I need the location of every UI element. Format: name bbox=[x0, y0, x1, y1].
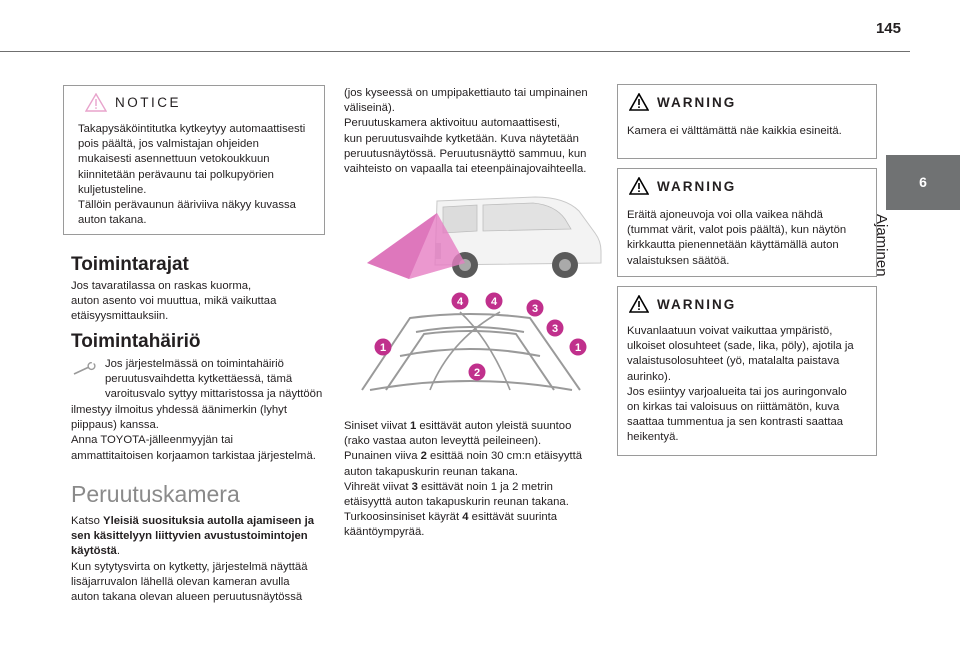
text-line: peruutusnäytössä. Peruutusnäyttö sammuu, kun bbox=[344, 147, 587, 160]
limits-body bbox=[71, 279, 331, 325]
text-line: Peruutuskamera aktivoituu automaattisesti, bbox=[344, 117, 561, 130]
text-line: etäisyysmittauksiin. bbox=[71, 310, 169, 323]
warning-box bbox=[617, 84, 877, 159]
warning-icon bbox=[629, 93, 649, 111]
warning-body bbox=[627, 324, 875, 446]
text-line: varoitusvalo syttyy mittaristossa ja näyttöön bbox=[105, 388, 323, 401]
text-line: mukaisesti asennettuun vetokoukkuun bbox=[78, 153, 270, 166]
van-camera-illustration bbox=[365, 193, 605, 285]
text-line: saattaa tummentua ja sen kontrasti saattaa bbox=[627, 416, 844, 429]
warning-box bbox=[617, 168, 877, 277]
text-line: aurinko). bbox=[627, 370, 671, 383]
chapter-title bbox=[873, 214, 912, 294]
text-line: Jos tavaratilassa on raskas kuorma, bbox=[71, 280, 252, 292]
guide-label-text: 1 bbox=[379, 342, 387, 354]
text-line: peruutusvaihdetta kytkettäessä, tämä bbox=[105, 373, 293, 386]
chapter-title-text: Ajaminen bbox=[873, 214, 890, 277]
guide-label-4 bbox=[485, 292, 503, 310]
guidelines-caption bbox=[344, 419, 608, 541]
text-line: Kamera ei välttämättä näe kaikkia esineitä. bbox=[627, 125, 842, 137]
camera-see-link: Yleisiä suosituksia autolla ajamiseen ja bbox=[103, 515, 315, 527]
text-line: Jos järjestelmässä on toimintahäiriö bbox=[105, 358, 284, 370]
notice-header bbox=[85, 93, 181, 112]
guide-label-3 bbox=[546, 319, 564, 337]
text-line: on kirkas tai valoisuus on riittämätön, kuva bbox=[627, 401, 840, 414]
text-line: kun peruutusvaihde kytketään. Kuva näytetään bbox=[344, 132, 579, 145]
guide-label-1 bbox=[569, 338, 587, 356]
guide-label-text: 1 bbox=[574, 342, 582, 354]
caption-text: esittävät noin 1 ja 2 metrin bbox=[417, 480, 553, 493]
warning-box bbox=[617, 286, 877, 456]
text-line: Takapysäköintitutka kytkeytyy automaattisesti bbox=[78, 123, 306, 135]
caption-text: etäisyyttä auton takapuskurin reunan takana. bbox=[344, 496, 569, 509]
parking-guidelines-diagram bbox=[340, 290, 600, 410]
camera-see-link: sen käsittelyyn liittyvien avustustoimintojen bbox=[71, 530, 308, 543]
text-line: ilmestyy ilmoitus yhdessä äänimerkin (lyhyt bbox=[71, 404, 287, 416]
text-line: ulkoiset olosuhteet (sade, lika, pöly), ajotila ja bbox=[627, 340, 854, 353]
wrench-icon bbox=[72, 362, 98, 376]
text-line: kiinnitetään perävaunu tai polkupyörien bbox=[78, 168, 274, 181]
caption-text: Punainen viiva bbox=[344, 450, 421, 463]
text-line: piippaus) kanssa. bbox=[71, 419, 159, 432]
guide-label-4 bbox=[451, 292, 469, 310]
caption-text: esittävät suurinta bbox=[468, 511, 558, 524]
guide-label-3 bbox=[526, 299, 544, 317]
caption-number: 3 bbox=[411, 480, 418, 493]
text-line: Jos esiintyy varjoalueita tai jos auringonvalo bbox=[627, 385, 847, 398]
text-line: Kuvanlaatuun voivat vaikuttaa ympäristö, bbox=[627, 325, 833, 337]
caption-number: 4 bbox=[462, 511, 469, 524]
caption-number: 1 bbox=[409, 420, 417, 432]
text-line: kuljetusteline. bbox=[78, 183, 147, 196]
text-line: kirkkautta pienennetään käyttämällä auton bbox=[627, 239, 839, 252]
camera-see-link: käytöstä bbox=[71, 545, 117, 558]
caption-text: kääntöympyrää. bbox=[344, 526, 425, 539]
text-line: ammattitaitoisen korjaamon tarkistaa järjestelmä. bbox=[71, 449, 316, 462]
guide-label-text: 4 bbox=[456, 296, 464, 308]
guide-label-text: 2 bbox=[473, 367, 481, 379]
limits-heading: Toimintarajat bbox=[71, 254, 189, 275]
guide-label-text: 4 bbox=[490, 296, 498, 308]
text-line: (jos kyseessä on umpipakettiauto tai umpinainen bbox=[344, 87, 588, 99]
caption-text: esittävät auton yleistä suuntoo bbox=[416, 420, 572, 432]
camera-see-prefix: Katso bbox=[71, 515, 104, 527]
text-line: heikentyä. bbox=[627, 431, 679, 444]
text-line: Anna TOYOTA-jälleenmyyjän tai bbox=[71, 434, 233, 447]
warning-body bbox=[627, 124, 872, 139]
camera-heading: Peruutuskamera bbox=[71, 481, 240, 507]
caption-text: Siniset viivat bbox=[344, 420, 410, 432]
caption-text: Turkoosinsiniset käyrät bbox=[344, 511, 463, 524]
camera-body bbox=[71, 514, 335, 605]
caption-number: 2 bbox=[420, 450, 427, 463]
header-divider bbox=[0, 51, 910, 52]
camera-continued bbox=[344, 86, 608, 177]
malfunction-heading: Toimintahäiriö bbox=[71, 331, 201, 352]
text-line: valaistuksen säätöä. bbox=[627, 254, 730, 267]
warning-icon bbox=[629, 177, 649, 195]
guide-label-text: 3 bbox=[531, 303, 539, 315]
warning-body bbox=[627, 208, 872, 269]
caption-text: esittää noin 30 cm:n etäisyyttä bbox=[426, 450, 583, 463]
warning-title: WARNING bbox=[657, 94, 737, 110]
text-line: valaistusolosuhteet (yö, matalalta paistava bbox=[627, 355, 840, 368]
text-line: Eräitä ajoneuvoja voi olla vaikea nähdä bbox=[627, 209, 823, 221]
warning-header bbox=[629, 93, 736, 111]
notice-icon bbox=[85, 93, 107, 112]
malfunction-indented bbox=[105, 357, 335, 403]
text-line: Kun sytytysvirta on kytketty, järjestelmä näyttää bbox=[71, 560, 308, 573]
camera-see-suffix: . bbox=[116, 545, 120, 558]
text-line: auton asento voi muuttua, mikä vaikuttaa bbox=[71, 295, 277, 308]
notice-title: NOTICE bbox=[115, 95, 182, 110]
text-line: vaihteisto on vapaalla tai eteenpäinajovaihteella. bbox=[344, 163, 587, 176]
caption-text: auton takapuskurin reunan takana. bbox=[344, 465, 518, 478]
text-line: väliseinä). bbox=[344, 102, 395, 115]
guide-label-2 bbox=[468, 363, 486, 381]
warning-header bbox=[629, 177, 736, 195]
text-line: auton takana olevan alueen peruutusnäytössä bbox=[71, 591, 303, 604]
warning-title: WARNING bbox=[657, 296, 737, 312]
text-line: auton takana. bbox=[78, 214, 147, 227]
notice-box bbox=[63, 85, 325, 235]
warning-header bbox=[629, 295, 736, 313]
text-line: lisäjarruvalon lähellä olevan kameran avulla bbox=[71, 575, 290, 588]
warning-title: WARNING bbox=[657, 178, 737, 194]
notice-body bbox=[78, 122, 318, 228]
caption-text: (rako vastaa auton leveyttä peileineen). bbox=[344, 435, 542, 448]
guide-label-text: 3 bbox=[551, 323, 559, 335]
text-line: Tällöin perävaunun ääriviiva näkyy kuvassa bbox=[78, 199, 296, 212]
text-line: (tummat värit, valot pois päältä), kun näytön bbox=[627, 224, 847, 237]
page-number: 145 bbox=[875, 20, 901, 37]
guide-label-1 bbox=[374, 338, 392, 356]
warning-icon bbox=[629, 295, 649, 313]
text-line: pois päältä, jos valmistajan ohjeiden bbox=[78, 138, 259, 151]
caption-text: Vihreät viivat bbox=[344, 480, 412, 493]
chapter-tab[interactable]: 6 bbox=[886, 155, 960, 210]
malfunction-body bbox=[71, 403, 335, 464]
